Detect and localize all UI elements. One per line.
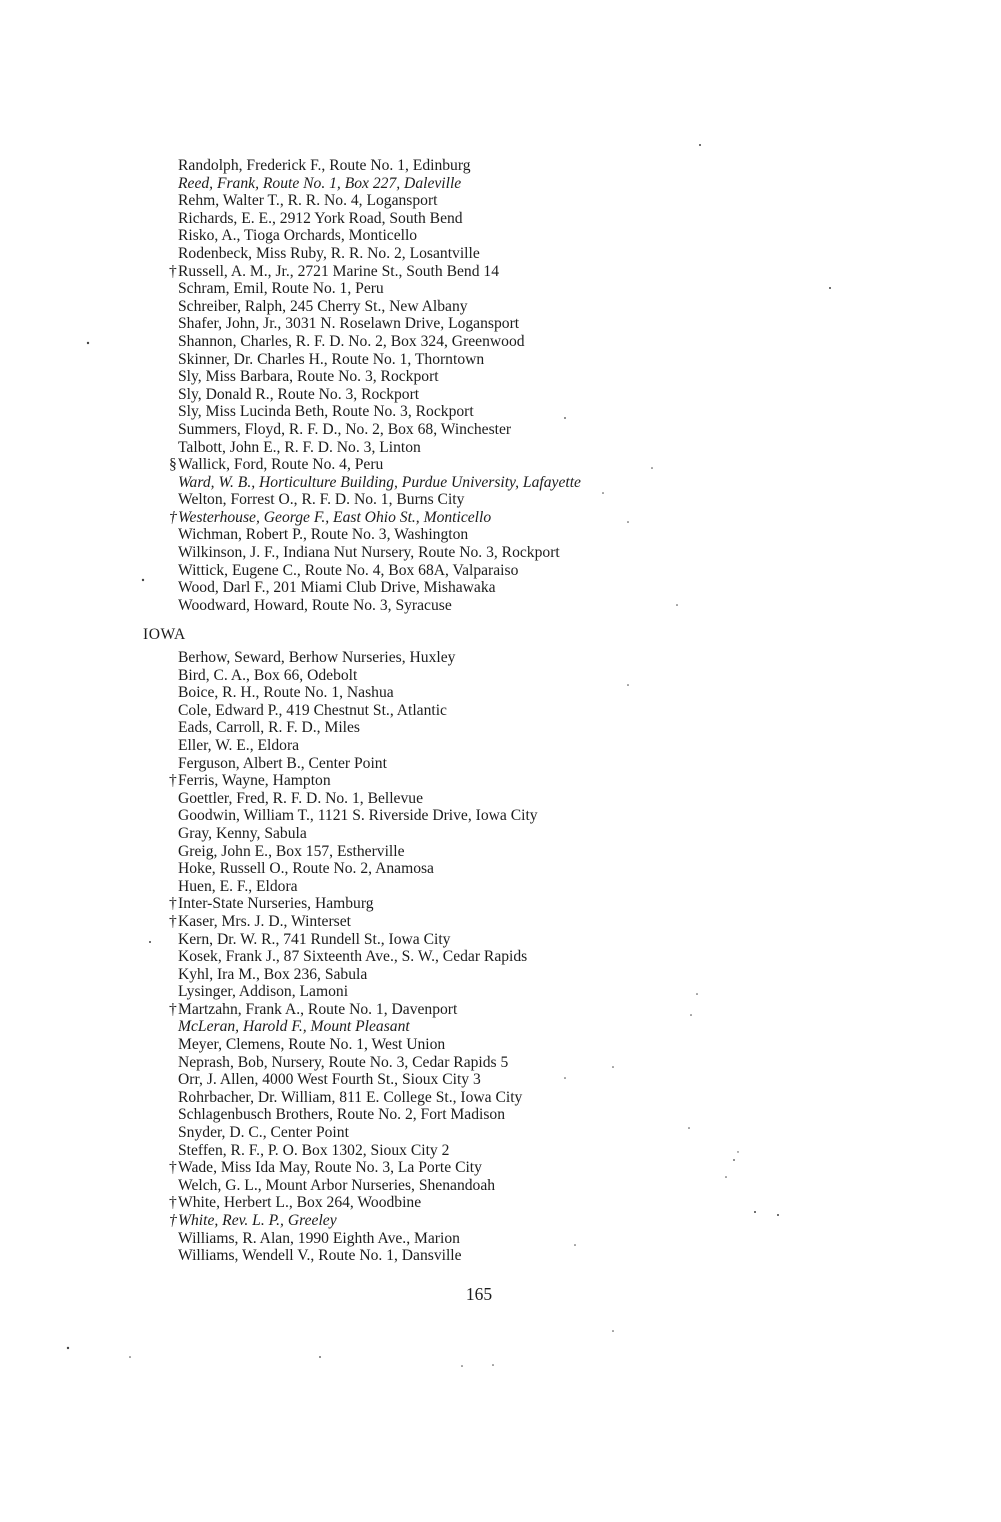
entry-mark: †	[169, 1159, 177, 1177]
entry-mark: †	[169, 262, 177, 280]
directory-entry	[169, 772, 538, 790]
directory-entry	[178, 860, 538, 878]
entry-text: Richards, E. E., 2912 York Road, South Bend	[178, 209, 463, 227]
entry-mark: †	[169, 772, 177, 790]
directory-entry	[178, 280, 581, 298]
entry-text: Kaser, Mrs. J. D., Winterset	[178, 912, 351, 930]
directory-entry	[178, 790, 538, 808]
entry-text: Wichman, Robert P., Route No. 3, Washington	[178, 526, 469, 544]
directory-entry	[178, 931, 538, 949]
entry-mark: †	[169, 1000, 177, 1018]
entry-text: Randolph, Frederick F., Route No. 1, Edinburg	[178, 157, 471, 174]
directory-entry	[178, 227, 581, 245]
entry-text: Wade, Miss Ida May, Route No. 3, La Porte City	[178, 1159, 482, 1177]
entry-text: Risko, A., Tioga Orchards, Monticello	[178, 227, 418, 245]
directory-entry	[178, 351, 581, 369]
entry-text: Goettler, Fred, R. F. D. No. 1, Bellevue	[178, 789, 423, 807]
entry-text: Ward, W. B., Horticulture Building, Purdue University, Lafayette	[178, 473, 581, 491]
entry-text: Sly, Miss Lucinda Beth, Route No. 3, Rockport	[178, 403, 474, 421]
directory-entry	[178, 439, 581, 457]
entry-text: Westerhouse, George F., East Ohio St., Monticello	[178, 508, 492, 526]
entry-text: Ferguson, Albert B., Center Point	[178, 754, 387, 772]
directory-entry	[169, 1000, 538, 1019]
entry-text: Greig, John E., Box 157, Estherville	[178, 842, 405, 860]
directory-entry	[178, 298, 581, 316]
directory-entry	[178, 878, 538, 896]
entry-text: Hoke, Russell O., Route No. 2, Anamosa	[178, 860, 434, 878]
entry-text: Boice, R. H., Route No. 1, Nashua	[178, 684, 394, 702]
directory-entry	[178, 1089, 538, 1107]
entry-mark: †	[169, 1194, 177, 1212]
entry-text: Sly, Miss Barbara, Route No. 3, Rockport	[178, 368, 439, 386]
entry-text: Skinner, Dr. Charles H., Route No. 1, Thorntown	[178, 350, 485, 368]
entry-text: Neprash, Bob, Nursery, Route No. 3, Cedar Rapids 5	[178, 1053, 509, 1071]
directory-entry	[178, 649, 538, 667]
entry-text: McLeran, Harold F., Mount Pleasant	[178, 1018, 410, 1036]
entry-mark: †	[169, 895, 177, 913]
entry-text: Wood, Darl F., 201 Miami Club Drive, Mishawaka	[178, 579, 496, 597]
entry-text: Orr, J. Allen, 4000 West Fourth St., Sioux City 3	[178, 1071, 481, 1089]
directory-entry	[178, 526, 581, 544]
entry-text: Rodenbeck, Miss Ruby, R. R. No. 2, Losantville	[178, 244, 480, 262]
entry-text: Steffen, R. F., P. O. Box 1302, Sioux City 2	[178, 1141, 450, 1159]
entry-text: Williams, Wendell V., Route No. 1, Dansville	[178, 1247, 462, 1265]
entry-text: Berhow, Seward, Berhow Nurseries, Huxley	[178, 649, 456, 666]
directory-entry	[178, 825, 538, 843]
directory-entry	[178, 1018, 538, 1036]
entry-text: Welch, G. L., Mount Arbor Nurseries, Shenandoah	[178, 1176, 496, 1194]
entry-mark: §	[169, 456, 177, 474]
entry-text: Schram, Emil, Route No. 1, Peru	[178, 280, 384, 298]
directory-entry	[178, 562, 581, 580]
directory-entry	[178, 684, 538, 702]
entry-mark: †	[169, 912, 177, 930]
directory-entry	[178, 544, 581, 562]
entry-text: Reed, Frank, Route No. 1, Box 227, Daleville	[178, 174, 462, 192]
entry-text: Eads, Carroll, R. F. D., Miles	[178, 719, 360, 737]
entry-text: Wilkinson, J. F., Indiana Nut Nursery, Route No. 3, Rockport	[178, 544, 560, 562]
directory-entry	[169, 1194, 538, 1212]
iowa-member-list	[169, 649, 538, 1265]
entry-text: Gray, Kenny, Sabula	[178, 824, 307, 842]
entry-text: Shafer, John, Jr., 3031 N. Roselawn Drive, Logansport	[178, 315, 520, 333]
entry-text: Martzahn, Frank A., Route No. 1, Davenport	[178, 1000, 458, 1018]
directory-entry	[178, 755, 538, 773]
entry-text: Williams, R. Alan, 1990 Eighth Ave., Marion	[178, 1229, 460, 1247]
entry-text: Rohrbacher, Dr. William, 811 E. College St., Iowa City	[178, 1088, 523, 1106]
directory-entry	[178, 983, 538, 1001]
directory-entry	[178, 491, 581, 509]
directory-entry	[178, 1054, 538, 1072]
directory-entry	[178, 667, 538, 685]
entry-text: Schlagenbusch Brothers, Route No. 2, Fort Madison	[178, 1106, 506, 1124]
directory-entry	[169, 508, 581, 527]
directory-entry	[169, 262, 581, 281]
entry-text: Kosek, Frank J., 87 Sixteenth Ave., S. W., Cedar Rapids	[178, 948, 528, 966]
directory-entry	[178, 966, 538, 984]
directory-entry	[178, 1071, 538, 1089]
directory-entry	[178, 1230, 538, 1248]
entry-text: White, Rev. L. P., Greeley	[178, 1212, 337, 1229]
entry-text: Inter-State Nurseries, Hamburg	[178, 895, 374, 913]
entry-text: Woodward, Howard, Route No. 3, Syracuse	[178, 596, 452, 614]
directory-entry	[178, 597, 581, 615]
entry-text: Kyhl, Ira M., Box 236, Sabula	[178, 965, 368, 983]
directory-entry	[178, 1247, 538, 1265]
directory-entry	[178, 175, 581, 193]
entry-text: Rehm, Walter T., R. R. No. 4, Logansport	[178, 192, 438, 210]
directory-entry	[169, 456, 581, 474]
directory-entry	[178, 474, 581, 492]
directory-entry	[178, 579, 581, 597]
entry-text: Meyer, Clemens, Route No. 1, West Union	[178, 1036, 446, 1054]
entry-mark: †	[169, 1212, 177, 1229]
entry-text: Russell, A. M., Jr., 2721 Marine St., South Bend 14	[178, 262, 499, 280]
entry-text: Kern, Dr. W. R., 741 Rundell St., Iowa City	[178, 930, 451, 948]
directory-entry	[169, 912, 538, 931]
directory-entry	[178, 702, 538, 720]
entry-text: Huen, E. F., Eldora	[178, 877, 298, 895]
entry-text: Wallick, Ford, Route No. 4, Peru	[178, 456, 384, 474]
entry-text: Snyder, D. C., Center Point	[178, 1124, 349, 1142]
directory-entry	[178, 315, 581, 333]
entry-text: Summers, Floyd, R. F. D., No. 2, Box 68, Winchester	[178, 420, 512, 438]
entry-text: Eller, W. E., Eldora	[178, 736, 300, 754]
entry-text: Talbott, John E., R. F. D. No. 3, Linton	[178, 438, 421, 456]
entry-text: Sly, Donald R., Route No. 3, Rockport	[178, 385, 420, 403]
page-number: 165	[465, 1284, 493, 1304]
directory-entry	[178, 843, 538, 861]
directory-entry	[169, 1212, 538, 1230]
entry-text: Lysinger, Addison, Lamoni	[178, 983, 349, 1001]
directory-entry	[178, 1142, 538, 1160]
directory-entry	[178, 1124, 538, 1142]
entry-text: Wittick, Eugene C., Route No. 4, Box 68A, Valparaiso	[178, 561, 519, 579]
directory-entry	[178, 157, 581, 175]
entry-text: Goodwin, William T., 1121 S. Riverside Drive, Iowa City	[178, 807, 538, 825]
directory-entry	[169, 1159, 538, 1177]
directory-entry	[178, 948, 538, 966]
directory-entry	[178, 1036, 538, 1054]
directory-entry	[178, 737, 538, 755]
directory-entry	[178, 192, 581, 210]
directory-entry	[178, 245, 581, 263]
directory-entry	[178, 386, 581, 404]
entry-text: White, Herbert L., Box 264, Woodbine	[178, 1194, 422, 1212]
entry-text: Schreiber, Ralph, 245 Cherry St., New Albany	[178, 297, 468, 315]
entry-text: Shannon, Charles, R. F. D. No. 2, Box 324, Greenwood	[178, 332, 525, 350]
indiana-member-list	[169, 157, 581, 614]
directory-entry	[178, 1177, 538, 1195]
directory-entry	[178, 421, 581, 439]
directory-entry	[178, 807, 538, 825]
directory-entry	[178, 1106, 538, 1124]
entry-mark: †	[169, 508, 177, 526]
directory-entry	[178, 210, 581, 228]
directory-entry	[178, 403, 581, 421]
directory-entry	[169, 895, 538, 913]
directory-entry	[178, 719, 538, 737]
entry-text: Welton, Forrest O., R. F. D. No. 1, Burns City	[178, 491, 465, 509]
directory-entry	[178, 368, 581, 386]
state-heading-iowa: IOWA	[143, 626, 186, 643]
entry-text: Cole, Edward P., 419 Chestnut St., Atlantic	[178, 701, 447, 719]
entry-text: Bird, C. A., Box 66, Odebolt	[178, 666, 358, 684]
directory-entry	[178, 333, 581, 351]
entry-text: Ferris, Wayne, Hampton	[178, 772, 331, 790]
